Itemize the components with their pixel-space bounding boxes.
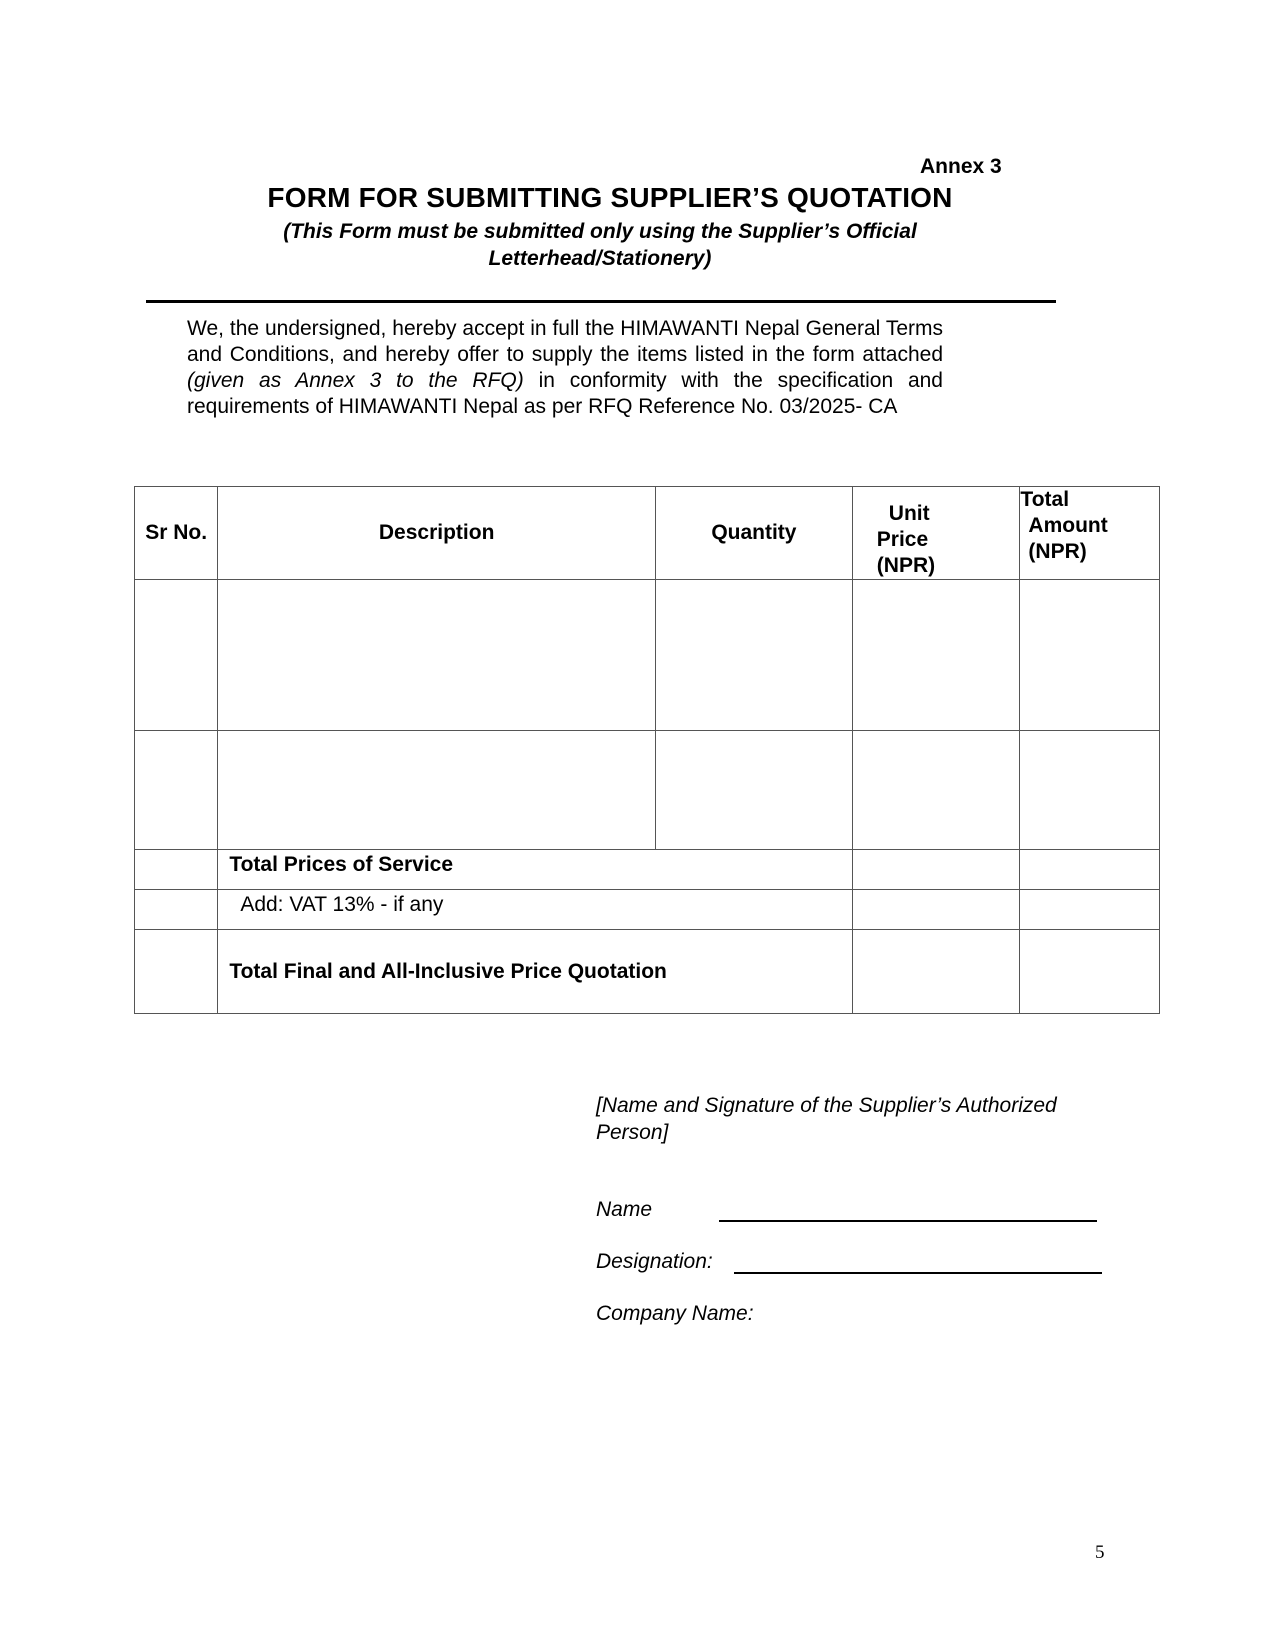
header-unit-price-line-3: (NPR) <box>876 554 936 577</box>
vat-unit-cell[interactable] <box>852 890 1020 930</box>
page-number: 5 <box>1095 1542 1105 1563</box>
row2-total-cell[interactable] <box>1020 731 1160 850</box>
row1-total-cell[interactable] <box>1020 580 1160 731</box>
designation-label: Designation: <box>596 1250 713 1273</box>
annex-label: Annex 3 <box>920 155 1002 178</box>
header-sr-no: Sr No. <box>135 487 218 580</box>
intro-paragraph <box>187 316 943 420</box>
total-prices-label: Total Prices of Service <box>218 850 852 890</box>
total-prices-amount-cell[interactable] <box>1020 850 1160 890</box>
table-row <box>135 580 1160 731</box>
vat-label: Add: VAT 13% - if any <box>218 890 852 930</box>
total-prices-unit-cell[interactable] <box>852 850 1020 890</box>
final-total-amount-cell[interactable] <box>1020 930 1160 1014</box>
final-total-row <box>135 930 1160 1014</box>
header-unit-price-line-1: Unit <box>888 502 930 525</box>
row1-quantity-cell[interactable] <box>656 580 853 731</box>
name-label: Name <box>596 1198 653 1221</box>
row2-description-cell[interactable] <box>218 731 656 850</box>
table-header-row <box>135 487 1160 580</box>
quotation-table <box>134 486 1160 1014</box>
intro-text-italic: (given as Annex 3 to the RFQ) <box>187 369 524 392</box>
header-unit-price <box>852 487 1020 580</box>
total-prices-row <box>135 850 1160 890</box>
header-total-line-3: (NPR) <box>1028 540 1087 563</box>
intro-text-2: in conformity with the specification and requirements of HIMAWANTI Nepal as per RFQ Reference No. 03/2025- CA <box>187 369 943 418</box>
intro-text-1: We, the undersigned, hereby accept in full the HIMAWANTI Nepal General Terms and Conditions, and hereby offer to supply the items listed in the form attached <box>187 317 943 366</box>
name-signature-line[interactable] <box>719 1220 1097 1222</box>
subtitle-line-2: Letterhead/Stationery) <box>488 247 712 270</box>
row2-unit-price-cell[interactable] <box>852 731 1020 850</box>
header-unit-price-line-2: Price <box>876 528 929 551</box>
vat-sr-cell <box>135 890 218 930</box>
vat-amount-cell[interactable] <box>1020 890 1160 930</box>
header-total-line-1: Total <box>1020 488 1070 511</box>
form-title: FORM FOR SUBMITTING SUPPLIER’S QUOTATION <box>267 182 953 213</box>
header-description: Description <box>218 487 656 580</box>
final-total-label: Total Final and All-Inclusive Price Quotation <box>218 930 852 1014</box>
header-quantity: Quantity <box>656 487 853 580</box>
final-total-unit-cell[interactable] <box>852 930 1020 1014</box>
row1-sr-no-cell[interactable] <box>135 580 218 731</box>
header-total-amount <box>1020 487 1160 580</box>
row1-unit-price-cell[interactable] <box>852 580 1020 731</box>
row2-quantity-cell[interactable] <box>656 731 853 850</box>
form-subtitle <box>230 218 970 272</box>
company-name-label: Company Name: <box>596 1302 754 1325</box>
vat-row <box>135 890 1160 930</box>
header-total-line-2: Amount <box>1028 514 1108 537</box>
row1-description-cell[interactable] <box>218 580 656 731</box>
header-divider <box>146 300 1056 303</box>
designation-line[interactable] <box>734 1272 1102 1274</box>
row2-sr-no-cell[interactable] <box>135 731 218 850</box>
subtitle-line-1: (This Form must be submitted only using the Supplier’s Official <box>283 220 917 243</box>
final-total-sr-cell <box>135 930 218 1014</box>
signature-note: [Name and Signature of the Supplier’s Authorized Person] <box>596 1094 1057 1144</box>
table-row <box>135 731 1160 850</box>
total-prices-sr-cell <box>135 850 218 890</box>
